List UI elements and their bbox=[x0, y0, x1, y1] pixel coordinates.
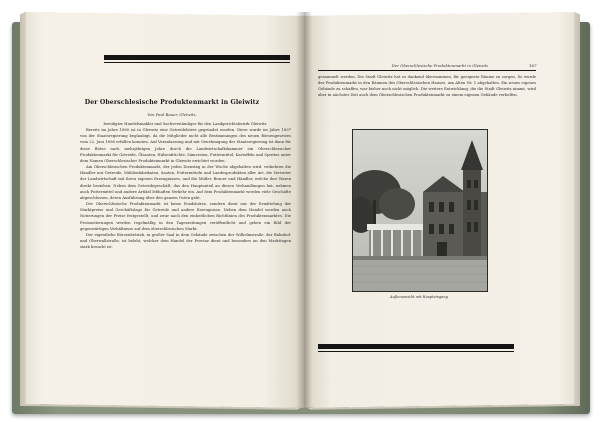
top-rule-thin bbox=[104, 62, 290, 63]
left-page-body bbox=[80, 121, 291, 373]
paragraph: beeidigter Handelsmakler und Sachverständiger für den Landgerichtsbezirk Gleiwitz. bbox=[103, 122, 268, 126]
paragraph: Der eigentliche Börsenbetrieb, in großer Saal in dem Gebäude zwischen der Wilhelmstraße, der Bahnhof- und Oberwallstraße, ist belebt, welcher dem Handel der Provinz dient und besonders an den Markttagen stark besucht ist. bbox=[80, 232, 291, 250]
photo-caption: Außenansicht mit Haupteingang bbox=[390, 295, 448, 299]
paragraph: Am Oberschlesischen Produktenmarkt, der jeden Dienstag in der Woche abgehalten wird, verkehren die Händler mit Getreide, Mühlenfabrikaten, Saaten, Futtermitteln und Landesprodukten aller Art, die Vertreter der Landwirtschaft mit ihren eigenen Erzeugnissen, und die Müller, Brauer und Händler, welche ihre Waren direkt beziehen. Neben dem Getreidegeschäft, das den Hauptanteil an diesen Verhandlungen hat, nehmen auch Futtermittel und andere Artikel lebhaften Verkehr ein. Auf dem Produktenmarkt werden viele Geschäfte abgeschlossen, deren Ausführung über den ganzen Osten geht. bbox=[80, 165, 291, 200]
bottom-rule bbox=[318, 344, 514, 349]
paragraph: Bereits im Jahre 1880 ist in Gleiwitz eine Getreidebörse gegründet worden. Diese wurde im Jahre 1897 von der Staatsregierung beglaubigt, da die Mitglieder nicht alle Bestimmungen des neuen Börsengesetzes vom 22. Juni 1896 erfüllen konnten. Auf Veranlassung und mit Genehmigung der Staatsregierung ist dann für diese Börse nach mehrjährigen Jahre durch die Landwirtschaftskammer ein Oberschlesischer Produktenmarkt für Getreide, Ölsaaten, Hülsenfrüchte, Sämereien, Futtermittel, Kartoffeln und Spiritus unter dem Namen Oberschlesischer Produktenmarkt in Gleiwitz errichtet worden. bbox=[80, 128, 291, 163]
top-rule bbox=[104, 55, 290, 60]
running-head: Der Oberschlesische Produktenmarkt in Gleiwitz bbox=[391, 63, 489, 68]
paragraph: gesammelt werden. Die Stadt Gleiwitz hat es dankend übernommen, für geeignete Räume zu sorgen. So wurde der Produktenmarkt in den Räumen des Oberschlesischen Hauses, Am Alten Nr. 1 abgehalten. Ein neues eigenes Gebäude zu schaffen, war bisher noch nicht möglich. Die weitere Entwicklung, die die Stadt Gleiwitz nimmt, wird aber in nächster Zeit auch dem Oberschlesischen Produktenmarkt zu einem eigenen Gebäude verhelfen. bbox=[318, 75, 536, 98]
building-photo bbox=[352, 129, 488, 292]
building-photo-image bbox=[353, 130, 487, 291]
article-title: Der Oberschlesische Produktenmarkt in Gleiwitz bbox=[84, 99, 260, 106]
byline: Von Paul Bauer, Gleiwitz, bbox=[147, 112, 197, 117]
right-page-body bbox=[318, 74, 536, 124]
bottom-rule-thin bbox=[318, 351, 514, 352]
paragraph: Der Oberschlesische Produktenmarkt ist keine Fondsbörse, sondern dient nur der Ermittelung der Marktpreise und Geschäftslage für Getreide und andere Erzeugnisse. Neben dem Handel werden auch Notierungen der Preise festgestellt, und zwar nach den einheitlichen Richtlinien des Produktenmarktes. Die Preisnotierungen werden regelmäßig in den Tageszeitungen veröffentlicht und geben ein Bild der gegenwärtigen Verhältnisse auf dem oberschlesischen Markt. bbox=[80, 202, 291, 231]
header-rule bbox=[318, 70, 536, 71]
page-number: 167 bbox=[529, 63, 537, 68]
